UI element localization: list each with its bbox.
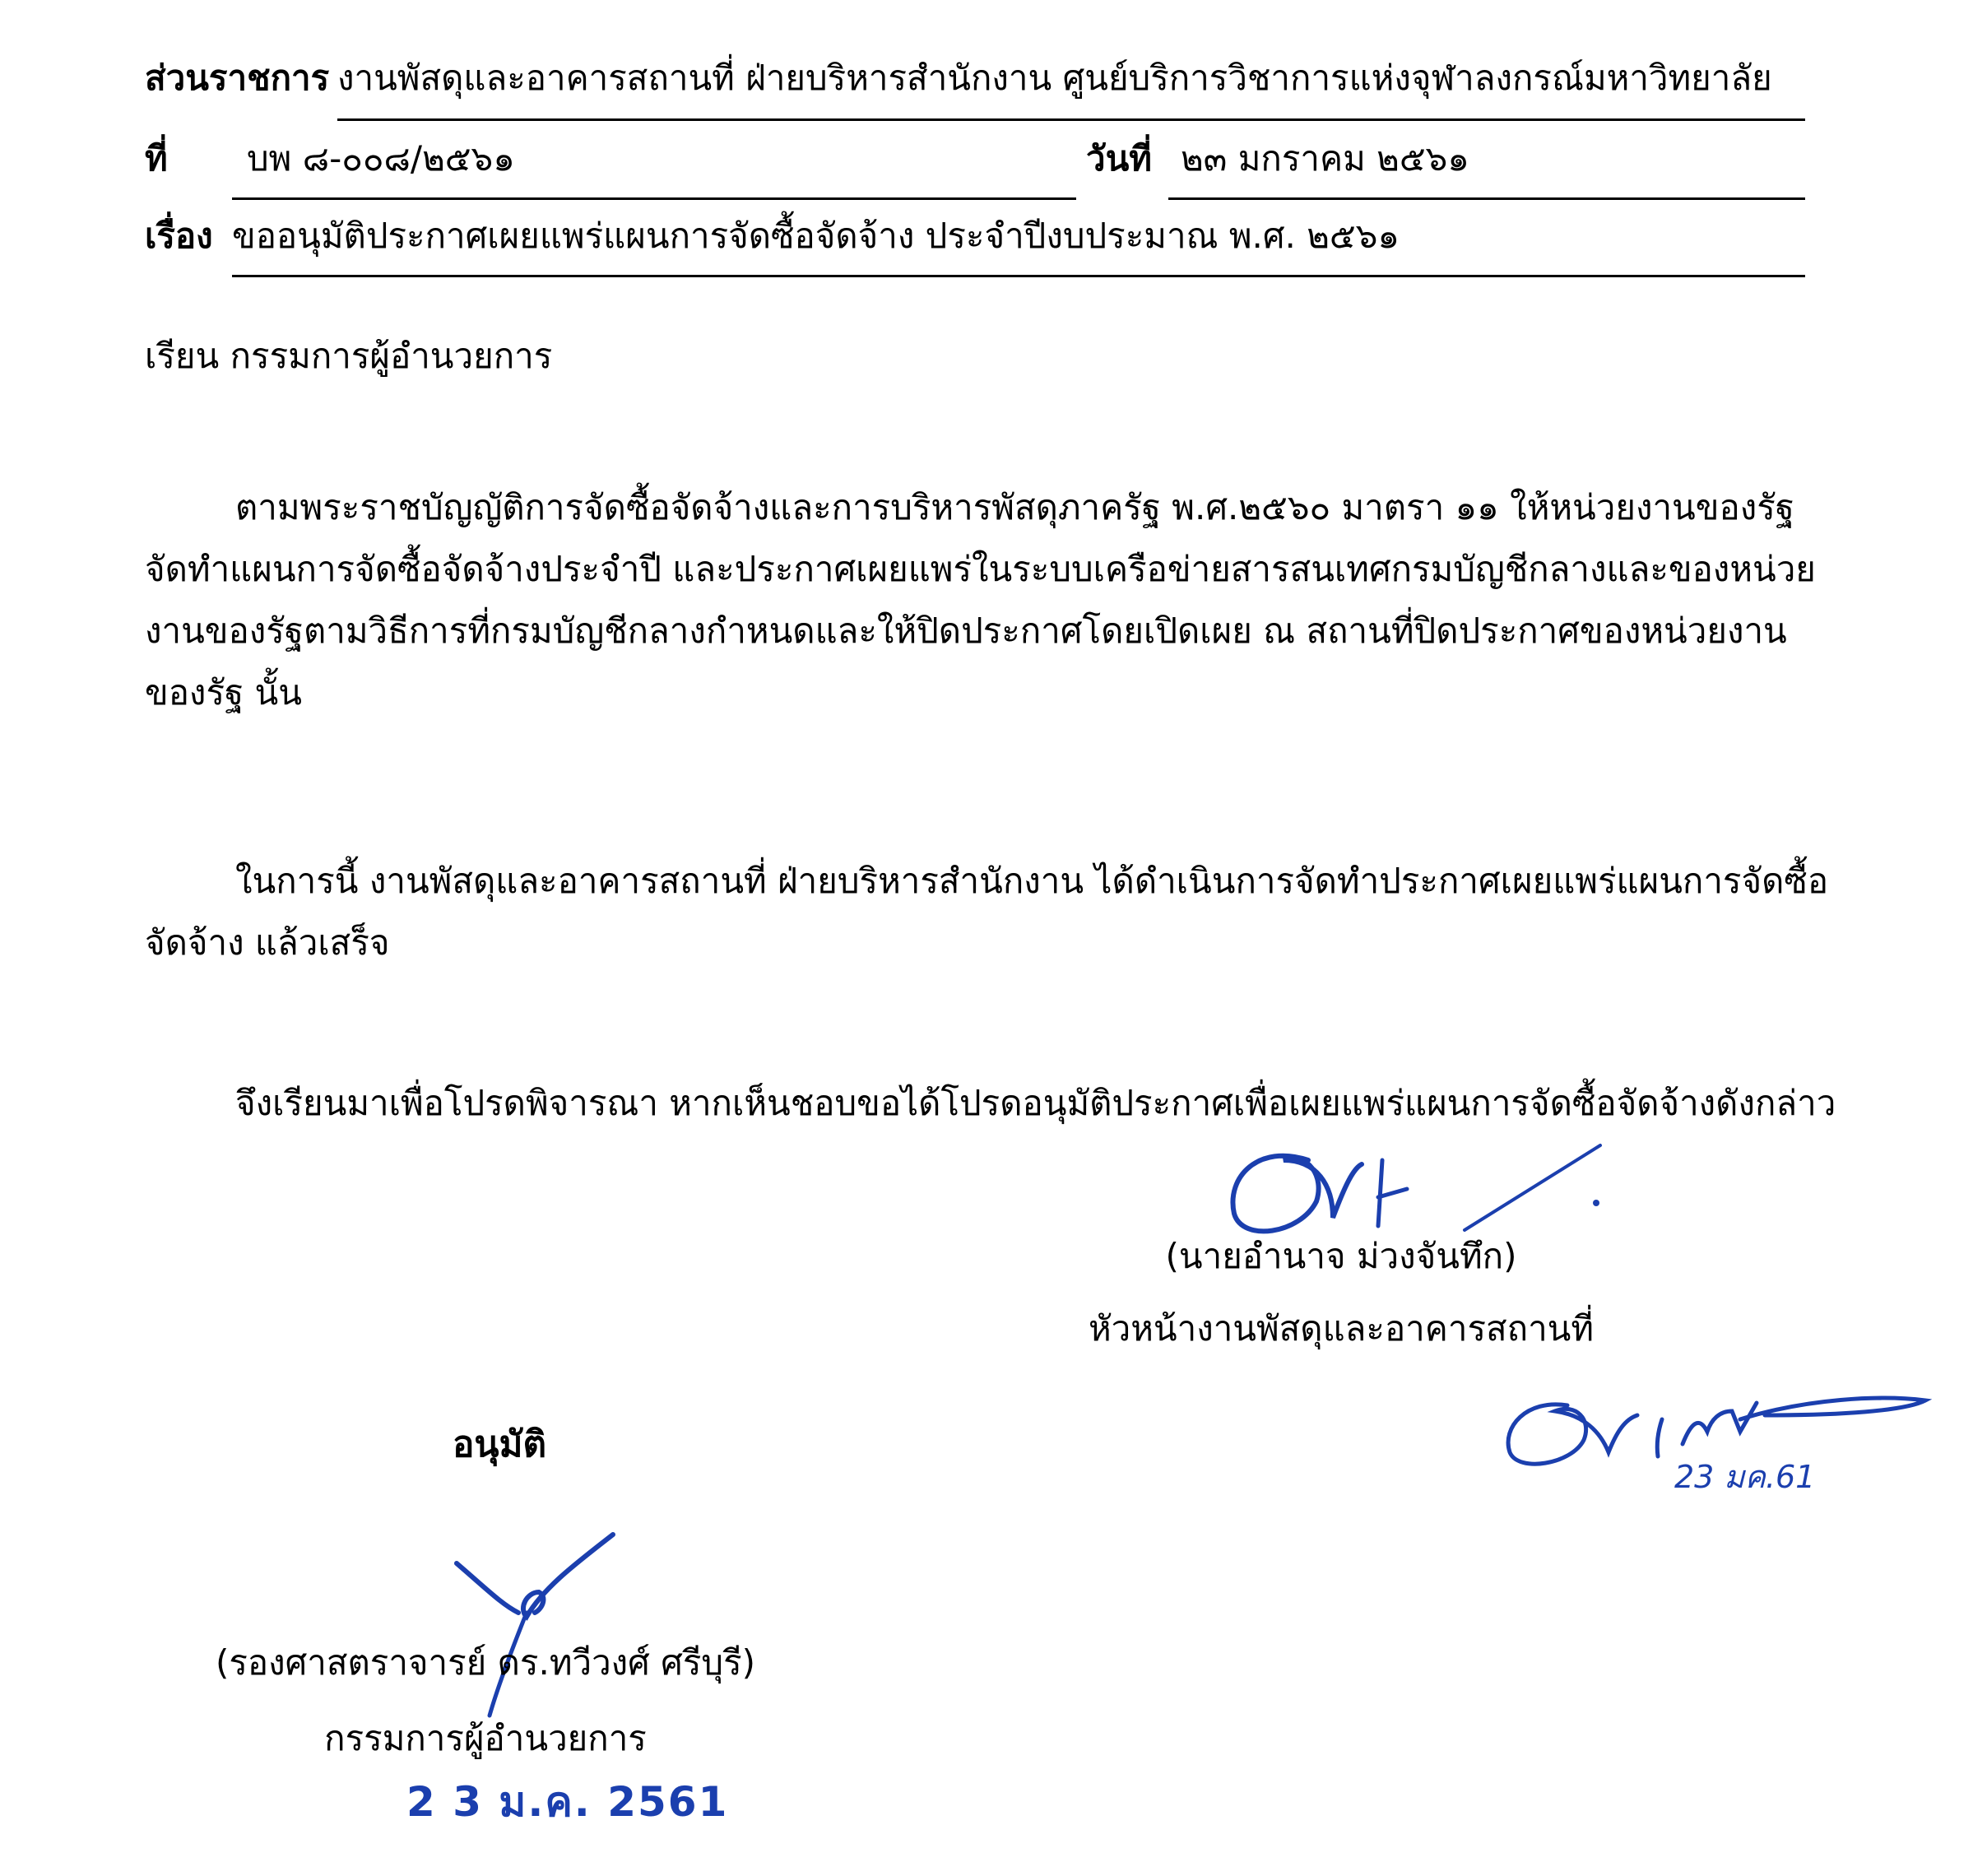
subject-value: ขออนุมัติประกาศเผยแพร่แผนการจัดซื้อจัดจ้าง ประจำปีงบประมาณ พ.ศ. ๒๕๖๑ xyxy=(232,216,1400,256)
paragraph-line: งานของรัฐตามวิธีการที่กรมบัญชีกลางกำหนดและให้ปิดประกาศโดยเปิดเผย ณ สถานที่ปิดประกาศของหน่วยงาน xyxy=(145,611,1787,651)
paragraph-line: ในการนี้ งานพัสดุและอาคารสถานที่ ฝ่ายบริหารสำนักงาน ได้ดำเนินการจัดทำประกาศเผยแพร่แผนการจัดซื้อ xyxy=(235,861,1829,901)
paragraph-line: ตามพระราชบัญญัติการจัดซื้อจัดจ้างและการบริหารพัสดุภาครัฐ พ.ศ.๒๕๖๐ มาตรา ๑๑ ให้หน่วยงานของรัฐ xyxy=(235,487,1794,527)
date-rule xyxy=(1168,197,1805,200)
approver-name: (รองศาสตราจารย์ ดร.ทวีวงศ์ ศรีบุรี) xyxy=(215,1642,756,1683)
signer-1-position: หัวหน้างานพัสดุและอาคารสถานที่ xyxy=(1088,1308,1595,1349)
agency-value: งานพัสดุและอาคารสถานที่ ฝ่ายบริหารสำนักงาน ศูนย์บริการวิชาการแห่งจุฬาลงกรณ์มหาวิทยาลัย xyxy=(337,58,1772,98)
approver-position: กรรมการผู้อำนวยการ xyxy=(324,1718,647,1758)
agency-rule xyxy=(337,118,1805,121)
paragraph-line: จัดทำแผนการจัดซื้อจัดจ้างประจำปี และประกาศเผยแพร่ในระบบเครือข่ายสารสนเทศกรมบัญชีกลางและของหน่วย xyxy=(145,549,1816,589)
handwritten-initials xyxy=(1493,1382,1938,1498)
agency-label: ส่วนราชการ xyxy=(145,58,330,98)
subject-rule xyxy=(232,275,1805,277)
paragraph-2 xyxy=(145,861,1829,984)
ref-rule xyxy=(232,197,1076,200)
paragraph-line: จัดจ้าง แล้วเสร็จ xyxy=(145,922,390,963)
date-label: วันที่ xyxy=(1086,138,1152,179)
handwritten-date: 23 มค.61 xyxy=(1674,1459,1816,1495)
paragraph-line: ของรัฐ นั้น xyxy=(145,672,302,713)
paragraph-1 xyxy=(145,487,1815,734)
paragraph-line: จึงเรียนมาเพื่อโปรดพิจารณา หากเห็นชอบขอได้โปรดอนุมัติประกาศเพื่อเผยแพร่แผนการจัดซื้อจัดจ้างดังกล่าว xyxy=(235,1083,1836,1123)
subject-label: เรื่อง xyxy=(145,216,213,256)
ref-label: ที่ xyxy=(145,138,168,179)
date-stamp: 2 3 ม.ค. 2561 xyxy=(406,1778,729,1826)
date-value: ๒๓ มกราคม ๒๕๖๑ xyxy=(1181,138,1469,179)
signer-1-name: (นายอำนาจ ม่วงจันทึก) xyxy=(1165,1236,1517,1276)
salutation: เรียน กรรมการผู้อำนวยการ xyxy=(145,336,553,376)
ref-value: บพ ๘-๐๐๘/๒๕๖๑ xyxy=(247,138,515,179)
signature-2 xyxy=(453,1530,617,1720)
signature-1 xyxy=(1209,1127,1621,1251)
approval-label: อนุมัติ xyxy=(453,1423,547,1465)
